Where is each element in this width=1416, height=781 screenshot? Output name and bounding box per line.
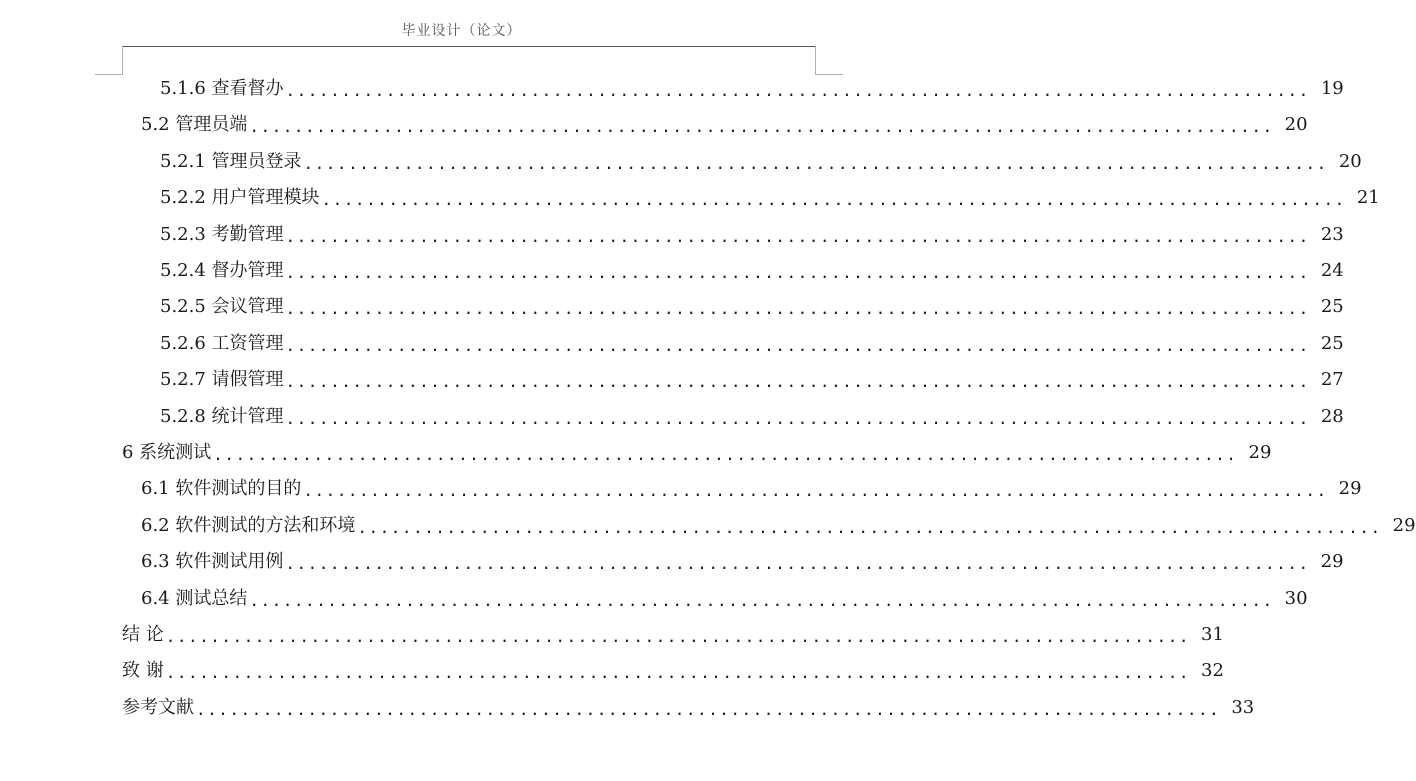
toc-entry-page-number: 23 bbox=[1320, 224, 1344, 245]
toc-entry-page-number: 25 bbox=[1320, 296, 1344, 317]
toc-leader-dots: ............................................................................................ bbox=[303, 481, 1328, 500]
toc-entry-label: 5.2 管理员端 bbox=[141, 114, 248, 135]
toc-leader-dots: ............................................................................................ bbox=[285, 263, 1310, 282]
toc-entry-page-number: 29 bbox=[1392, 515, 1416, 536]
toc-entry[interactable] bbox=[141, 111, 1308, 139]
toc-entry-label: 5.2.7 请假管理 bbox=[160, 369, 284, 390]
toc-entry[interactable] bbox=[160, 293, 1344, 321]
toc-entry[interactable] bbox=[160, 257, 1344, 285]
page-header-title: 毕业设计（论文） bbox=[401, 23, 522, 39]
toc-leader-dots: ............................................................................................ bbox=[285, 81, 1310, 100]
toc-entry-label: 5.2.2 用户管理模块 bbox=[160, 187, 320, 208]
toc-entry[interactable] bbox=[122, 694, 1255, 722]
toc-entry-label: 5.2.3 考勤管理 bbox=[160, 224, 284, 245]
toc-entry-label: 5.1.6 查看督办 bbox=[160, 78, 284, 99]
toc-leader-dots: ............................................................................................ bbox=[249, 117, 1274, 136]
toc-leader-dots: ............................................................................................ bbox=[321, 190, 1346, 209]
toc-entry-page-number: 30 bbox=[1284, 588, 1308, 609]
toc-leader-dots: ............................................................................................ bbox=[285, 372, 1310, 391]
toc-entry[interactable] bbox=[141, 585, 1308, 613]
toc-entry-page-number: 32 bbox=[1201, 660, 1224, 681]
toc-leader-dots: ............................................................................................ bbox=[213, 445, 1238, 464]
toc-entry-page-number: 20 bbox=[1284, 114, 1308, 135]
toc-entry-label: 6 系统测试 bbox=[122, 442, 212, 463]
toc-entry-label: 结 论 bbox=[122, 624, 164, 645]
toc-entry[interactable] bbox=[141, 512, 1416, 540]
toc-leader-dots: ............................................................................................ bbox=[303, 154, 1328, 173]
toc-entry[interactable] bbox=[160, 75, 1344, 103]
toc-leader-dots: ............................................................................................ bbox=[165, 663, 1190, 682]
toc-entry-label: 参考文献 bbox=[122, 697, 194, 718]
toc-entry-page-number: 29 bbox=[1248, 442, 1272, 463]
toc-entry-page-number: 29 bbox=[1320, 551, 1344, 572]
toc-entry[interactable] bbox=[141, 548, 1344, 576]
toc-entry[interactable] bbox=[122, 621, 1224, 649]
toc-entry-page-number: 28 bbox=[1320, 406, 1344, 427]
toc-entry-label: 5.2.5 会议管理 bbox=[160, 296, 284, 317]
toc-entry-page-number: 33 bbox=[1231, 697, 1255, 718]
toc-entry-label: 6.1 软件测试的目的 bbox=[141, 478, 302, 499]
toc-entry[interactable] bbox=[122, 439, 1272, 467]
toc-entry[interactable] bbox=[160, 148, 1362, 176]
toc-entry-label: 6.2 软件测试的方法和环境 bbox=[141, 515, 356, 536]
toc-entry-label: 6.3 软件测试用例 bbox=[141, 551, 284, 572]
toc-leader-dots: ............................................................................................ bbox=[285, 299, 1310, 318]
toc-leader-dots: ............................................................................................ bbox=[196, 700, 1221, 719]
toc-entry[interactable] bbox=[160, 330, 1344, 358]
toc-leader-dots: ............................................................................................ bbox=[285, 409, 1310, 428]
toc-entry[interactable] bbox=[160, 403, 1344, 431]
toc-entry-page-number: 31 bbox=[1201, 624, 1224, 645]
toc-entry[interactable] bbox=[141, 475, 1362, 503]
toc-entry-label: 5.2.8 统计管理 bbox=[160, 406, 284, 427]
toc-entry-page-number: 21 bbox=[1356, 187, 1380, 208]
toc-entry-label: 5.2.6 工资管理 bbox=[160, 333, 284, 354]
toc-leader-dots: ............................................................................................ bbox=[285, 336, 1310, 355]
toc-entry-label: 5.2.4 督办管理 bbox=[160, 260, 284, 281]
toc-entry-label: 致 谢 bbox=[122, 660, 164, 681]
toc-entry-page-number: 27 bbox=[1320, 369, 1344, 390]
toc-entry[interactable] bbox=[122, 657, 1224, 685]
toc-entry-page-number: 25 bbox=[1320, 333, 1344, 354]
toc-entry-label: 5.2.1 管理员登录 bbox=[160, 151, 302, 172]
toc-entry-page-number: 29 bbox=[1338, 478, 1362, 499]
toc-entry[interactable] bbox=[160, 184, 1380, 212]
toc-leader-dots: ............................................................................................ bbox=[249, 591, 1274, 610]
toc-leader-dots: ............................................................................................ bbox=[285, 554, 1310, 573]
toc-entry[interactable] bbox=[160, 366, 1344, 394]
toc-leader-dots: ............................................................................................ bbox=[285, 227, 1310, 246]
toc-leader-dots: ............................................................................................ bbox=[357, 518, 1382, 537]
toc-entry[interactable] bbox=[160, 221, 1344, 249]
toc-entry-page-number: 20 bbox=[1338, 151, 1362, 172]
toc-leader-dots: ............................................................................................ bbox=[165, 627, 1190, 646]
toc-entry-label: 6.4 测试总结 bbox=[141, 588, 248, 609]
toc-entry-page-number: 19 bbox=[1320, 78, 1344, 99]
toc-entry-page-number: 24 bbox=[1320, 260, 1344, 281]
